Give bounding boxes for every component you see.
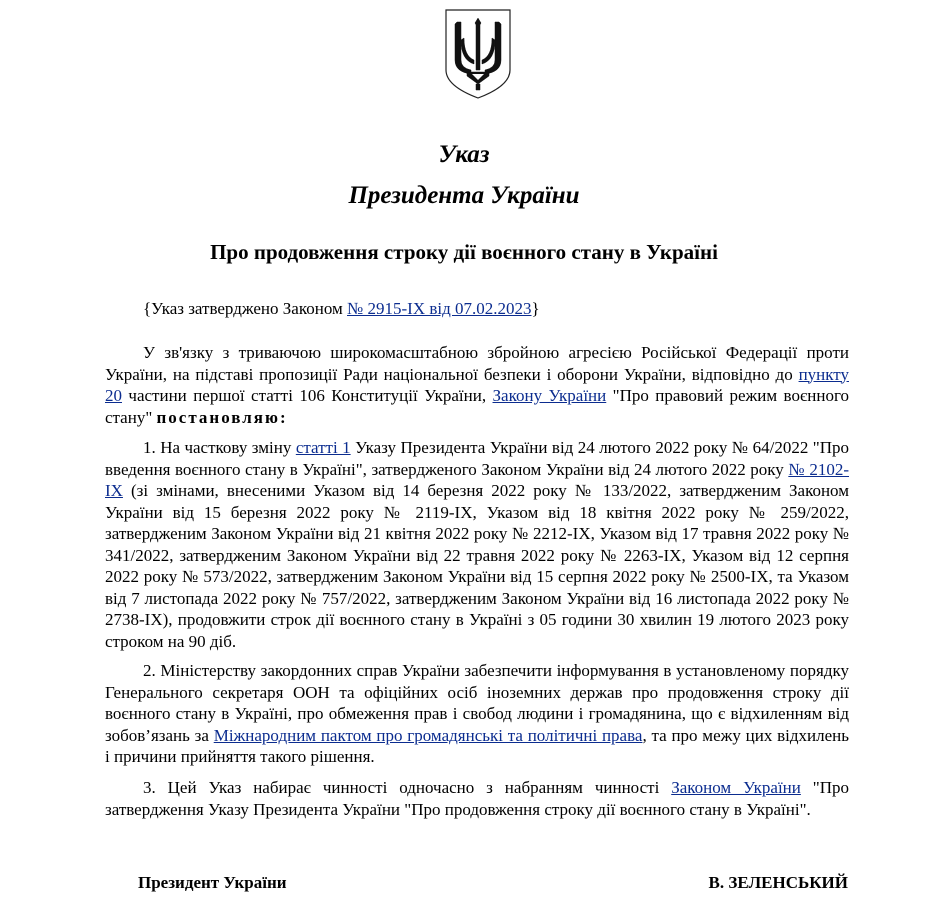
preamble-text-2: частини першої статті 106 Конституції України, [122,386,493,405]
item-3-paragraph [105,777,849,820]
approval-note-suffix: } [531,299,540,318]
approval-note-prefix: {Указ затверджено Законом [143,299,348,318]
item-1-text-1: 1. На часткову зміну [143,438,296,457]
article-1-link[interactable]: статті 1 [295,438,351,457]
punkt-20-link[interactable]: пункту 20 [105,364,849,405]
item-2-text-1: 2. Міністерству закордонних справ України забезпечити інформування в установленому порядку Генерального секретаря ООН та офіційних осіб іноземних держав про продовження строку дії воєнного стану в Україні, про обмеження прав і свобод людини і громадянина, що є відхиленням від зобов’язань за [105,661,849,745]
preamble-text-3: "Про правовий режим воєнного стану" [105,386,849,427]
covenant-link[interactable]: Міжнародним пактом про громадянські та політичні права [213,725,643,745]
approving-law-link[interactable]: Законом України [671,778,801,797]
item-2-text-2: , та про межу цих відхилень і причини прийняття такого рішення. [105,725,849,766]
approval-law-link[interactable]: № 2915-IX від 07.02.2023 [347,299,532,318]
item-1-text-3: (зі змінами, внесеними Указом від 14 березня 2022 року № 133/2022, затвердженим Законом України від 15 березня 2022 року № 2119-IX, Указом від 18 квітня 2022 року № 259/2022, затвердженим Законом України від 21 квітня 2022 року № 2212-IX, Указом від 17 травня 2022 року № 341/2022, затвердженим Законом України від 22 травня 2022 року № 2263-IX, Указом від 12 серпня 2022 року № 573/2022, затвердженим Законом України від 15 серпня 2022 року № 2500-IX, та Указом від 7 листопада 2022 року № 757/2022, затвердженим Законом України від 16 листопада 2022 року № 2738-IX), продовжити строк дії воєнного стану в Україні з 05 години 30 хвилин 19 лютого 2023 року строком на 90 діб. [105,481,849,651]
approval-note [143,296,540,321]
item-1-text-2: Указу Президента України від 24 лютого 2022 року № 64/2022 "Про введення воєнного стану в Україні", затвердженого Законом України від 24 лютого 2022 року [105,438,849,479]
decree-title: Указ [438,141,490,168]
item-3-text-1: 3. Цей Указ набирає чинності одночасно з набранням чинності [143,778,672,797]
item-3-text-2: "Про затвердження Указу Президента України "Про продовження строку дії воєнного стану в Україні". [105,778,850,819]
decree-issuer: Президента України [348,182,580,209]
item-1-paragraph [105,437,849,652]
decree-subject: Про продовження строку дії воєнного стану в Україні [210,240,718,264]
preamble-text-1: У зв'язку з триваючою широкомасштабною збройною агресією Російської Федерації проти України, на підставі пропозиції Ради національної безпеки і оборони України, відповідно до [105,343,849,384]
preamble-paragraph [105,342,849,428]
coat-of-arms-icon [443,8,513,100]
signature-name: В. ЗЕЛЕНСЬКИЙ [708,873,848,892]
item-2-paragraph [105,660,849,768]
law-2102-link[interactable]: № 2102-IX [105,459,849,500]
signature-position: Президент України [138,873,287,892]
decree-word: постановляю: [156,407,288,427]
trident-icon [443,8,513,100]
law-of-ukraine-link[interactable]: Закону України [492,386,607,405]
